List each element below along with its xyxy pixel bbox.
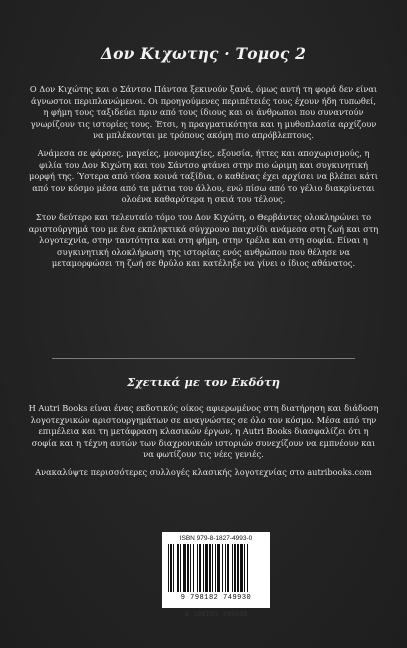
isbn-barcode <box>162 532 270 608</box>
barcode-bars-icon <box>168 544 264 592</box>
description-paragraph-2: Ανάμεσα σε φάρσες, μαγείες, μονομαχίες, εξουσία, ήττες και αποχωρισμούς, η φιλία του Δον Κιχώτη και του Σάντσο φτάνει στην πιο ώριμη και συγκινητική μορφή της. Ύστερα από τόσα κοινά ταξίδια, ο καθένας έχει αρχίσει να βλέπει κάτι από τον κόσμο μέσα από τα μάτια του άλλου, ενώ πίσω από το γέλιο διακρίνεται ολοένα καθαρότερα η σκιά του τέλους. <box>28 147 379 205</box>
book-description <box>28 84 379 276</box>
publisher-paragraph-2: Ανακαλύψτε περισσότερες συλλογές κλασικής λογοτεχνίας στο autribooks.com <box>35 466 372 477</box>
section-divider <box>52 358 355 359</box>
description-paragraph-3: Στον δεύτερο και τελευταίο τόμο του Δον Κιχώτη, ο Θερβάντες ολοκληρώνει το αριστούργημά του με ένα εκπληκτικά σύγχρονο παιχνίδι ανάμεσα στη ζωή και στη λογοτεχνία, στην ταυτότητα και στη φήμη, στην τρέλα και στη σοφία. Είναι η συγκινητική ολοκλήρωση της ιστορίας ενός ανθρώπου που θέλησε να μεταμορφώσει τη ζωή σε θρύλο και κατέληξε να γίνει ο ίδιος αθάνατος. <box>28 211 379 269</box>
isbn-label: ISBN 979-8-1827-4993-0 <box>179 535 253 542</box>
description-paragraph-1: Ο Δον Κιχώτης και ο Σάντσο Πάντσα ξεκινούν ξανά, όμως αυτή τη φορά δεν είναι άγνωστοι περιπλανώμενοι. Οι προηγούμενες περιπέτειές τους έχουν ήδη τυπωθεί, η φήμη τους ταξιδεύει πριν από τους ίδιους και οι άνθρωποι που συναντούν γνωρίζουν τις ιστορίες τους. Έτσι, η πραγματικότητα και η μυθοπλασία αρχίζουν να μπλέκονται με τρόπους ακόμη πιο απρόβλεπτους. <box>29 84 378 141</box>
barcode-reflection: 9 798182 749930 <box>184 608 248 616</box>
publisher-description <box>28 403 379 485</box>
barcode-number: 9 798182 749930 <box>180 594 252 602</box>
publisher-heading: Σχετικά με τον Εκδότη <box>126 375 281 389</box>
publisher-paragraph-1: Η Autri Books είναι ένας εκδοτικός οίκος αφιερωμένος στη διατήρηση και διάδοση λογοτεχνικών αριστουργημάτων σε αναγνώστες σε όλο τον κόσμο. Μέσα από την επιμέλεια και τη μετάφραση κλασικών έργων, η Autri Books διασφαλίζει ότι η σοφία και η τέχνη αυτών των διαχρονικών ιστοριών συνεχίζουν να εμπνέουν και να φωτίζουν τις νέες γενιές. <box>28 403 379 460</box>
book-title: Δον Κιχωτης · Τομος 2 <box>100 44 307 63</box>
